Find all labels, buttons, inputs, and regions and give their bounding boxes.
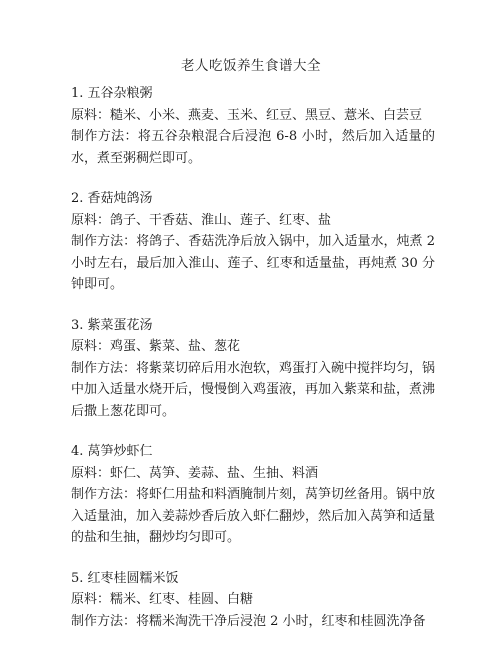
recipe-section xyxy=(71,83,435,169)
recipe-method: 制作方法：将糯米淘洗干净后浸泡 2 小时，红枣和桂圆洗净备 xyxy=(71,613,426,629)
recipe-method: 制作方法：将鸽子、香菇洗净后放入锅中，加入适量水，炖煮 2 小时左右，最后加入淮山、莲子、红枣和适量盐，再炖煮 30 分钟即可。 xyxy=(71,234,435,292)
recipe-method: 制作方法：将虾仁用盐和料酒腌制片刻，莴笋切丝备用。锅中放入适量油，加入姜蒜炒香后放入虾仁翻炒，然后加入莴笋和适量的盐和生抽，翻炒均匀即可。 xyxy=(71,487,436,545)
recipe-title: 4. 莴笋炒虾仁 xyxy=(71,444,153,459)
recipe-ingredients: 原料：虾仁、莴笋、姜蒜、盐、生抽、料酒 xyxy=(71,465,319,481)
recipe-section xyxy=(71,568,435,633)
document-body xyxy=(71,83,435,651)
recipe-section xyxy=(71,315,435,423)
recipe-ingredients: 原料：鸡蛋、紫菜、盐、葱花 xyxy=(71,339,241,354)
recipe-ingredients: 原料：糯米、红枣、桂圆、白糖 xyxy=(71,592,254,607)
recipe-section xyxy=(71,188,435,296)
recipe-method: 制作方法：将五谷杂粮混合后浸泡 6-8 小时，然后加入适量的水，煮至粥稠烂即可。 xyxy=(71,129,435,166)
recipe-title: 5. 红枣桂圆糯米饭 xyxy=(71,570,179,586)
recipe-title: 2. 香菇炖鸽汤 xyxy=(71,191,153,206)
recipe-ingredients: 原料：鸽子、干香菇、淮山、莲子、红枣、盐 xyxy=(71,212,332,228)
recipe-method: 制作方法：将紫菜切碎后用水泡软，鸡蛋打入碗中搅拌均匀，锅中加入适量水烧开后，慢慢倒入鸡蛋液，再加入紫菜和盐，煮沸后撒上葱花即可。 xyxy=(71,360,436,419)
recipe-title: 3. 紫菜蛋花汤 xyxy=(71,317,153,333)
document-title: 老人吃饭养生食谱大全 xyxy=(181,58,321,74)
recipe-ingredients: 原料：糙米、小米、燕麦、玉米、红豆、黑豆、薏米、白芸豆 xyxy=(71,107,423,123)
recipe-title: 1. 五谷杂粮粥 xyxy=(71,86,153,101)
recipe-section xyxy=(71,441,435,549)
